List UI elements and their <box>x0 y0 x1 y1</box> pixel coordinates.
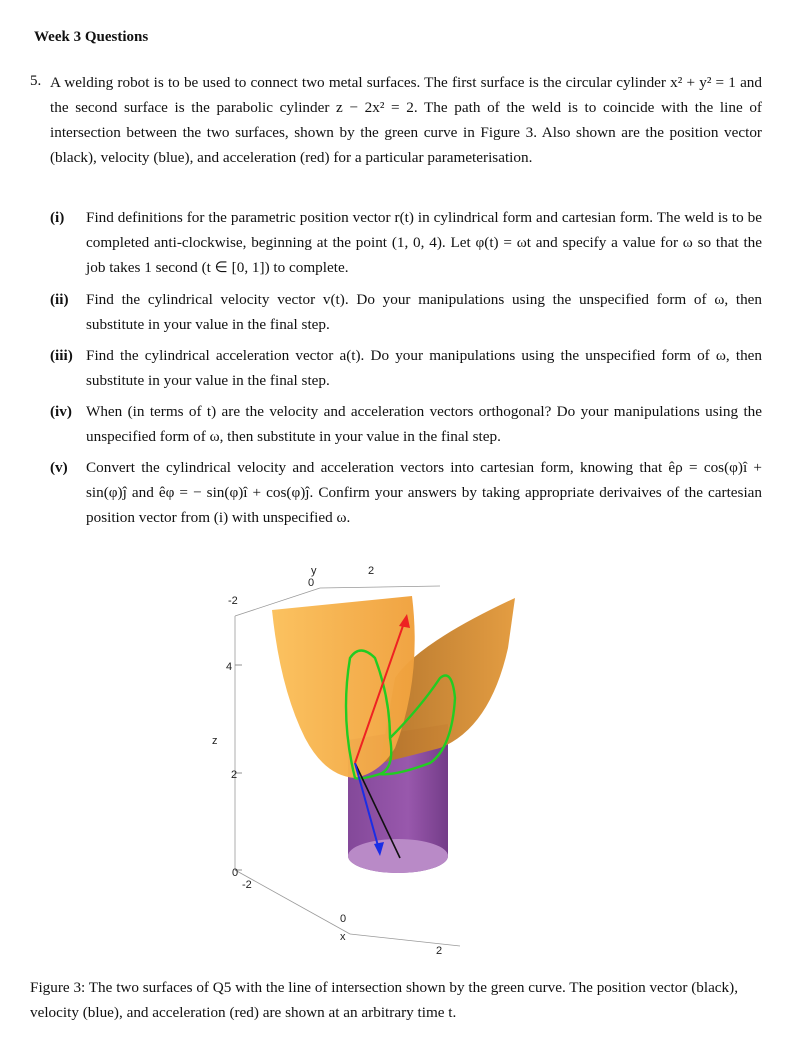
part-label: (v) <box>50 459 68 476</box>
tick-neg2-bottom: -2 <box>242 879 252 891</box>
part-iv <box>50 399 762 449</box>
part-i <box>50 205 762 280</box>
figure-3-plot <box>190 548 610 968</box>
part-v <box>50 455 762 530</box>
part-text: Convert the cylindrical velocity and acceleration vectors into cartesian form, knowing that êρ = cos(φ)î + sin(φ)ĵ and êφ = − sin(φ)î + cos(φ)ĵ. Confirm your answers by taking appropriate derivaives of the cartesian position vector from (i) with unspecified ω. <box>86 459 762 526</box>
z-axis-label: z <box>212 735 218 747</box>
y-tick-2: 2 <box>368 565 375 577</box>
z-tick-4: 4 <box>226 661 233 673</box>
parabolic-surface-front <box>272 596 415 778</box>
part-text: Find the cylindrical acceleration vector a(t). Do your manipulations using the unspecified form of ω, then substitute in your value in the final step. <box>86 347 762 389</box>
question-intro: A welding robot is to be used to connect two metal surfaces. The first surface is the circular cylinder x² + y² = 1 and the second surface is the parabolic cylinder z − 2x² = 2. The path of the weld is to coincide with the line of intersection between the two surfaces, shown by the green curve in Figure 3. Also shown are the position vector (black), velocity (blue), and acceleration (red) for a particular parameterisation. <box>50 74 762 166</box>
y-tick-0: 0 <box>308 577 315 589</box>
y-axis-label: y <box>311 565 317 577</box>
x-tick-2: 2 <box>436 945 443 957</box>
z-tick-2: 2 <box>231 769 238 781</box>
x-axis-label: x <box>340 931 346 943</box>
part-iii <box>50 343 762 393</box>
z-axis-ticks <box>235 665 242 870</box>
part-text: Find definitions for the parametric position vector r(t) in cylindrical form and cartesian form. The weld is to be completed anti-clockwise, beginning at the point (1, 0, 4). Let φ(t) = ωt and specify a value for ω so that the job takes 1 second (t ∈ [0, 1]) to complete. <box>86 209 762 276</box>
part-label: (iv) <box>50 403 72 420</box>
part-label: (ii) <box>50 291 69 308</box>
tick-neg2-top: -2 <box>228 595 238 607</box>
part-text: Find the cylindrical velocity vector v(t). Do your manipulations using the unspecified form of ω, then substitute in your value in the final step. <box>86 291 762 333</box>
x-tick-0: 0 <box>340 913 347 925</box>
part-text: When (in terms of t) are the velocity and acceleration vectors orthogonal? Do your manipulations using the unspecified form of ω, then substitute in your value in the final step. <box>86 403 762 445</box>
question-number: 5. <box>30 73 42 89</box>
z-tick-0: 0 <box>232 867 239 879</box>
page-title: Week 3 Questions <box>34 29 149 45</box>
part-label: (iii) <box>50 347 73 364</box>
part-label: (i) <box>50 209 65 226</box>
part-ii <box>50 287 762 337</box>
figure-caption: Figure 3: The two surfaces of Q5 with the line of intersection shown by the green curve. The position vector (black), velocity (blue), and acceleration (red) are shown at an arbitrary time t. <box>30 979 738 1021</box>
